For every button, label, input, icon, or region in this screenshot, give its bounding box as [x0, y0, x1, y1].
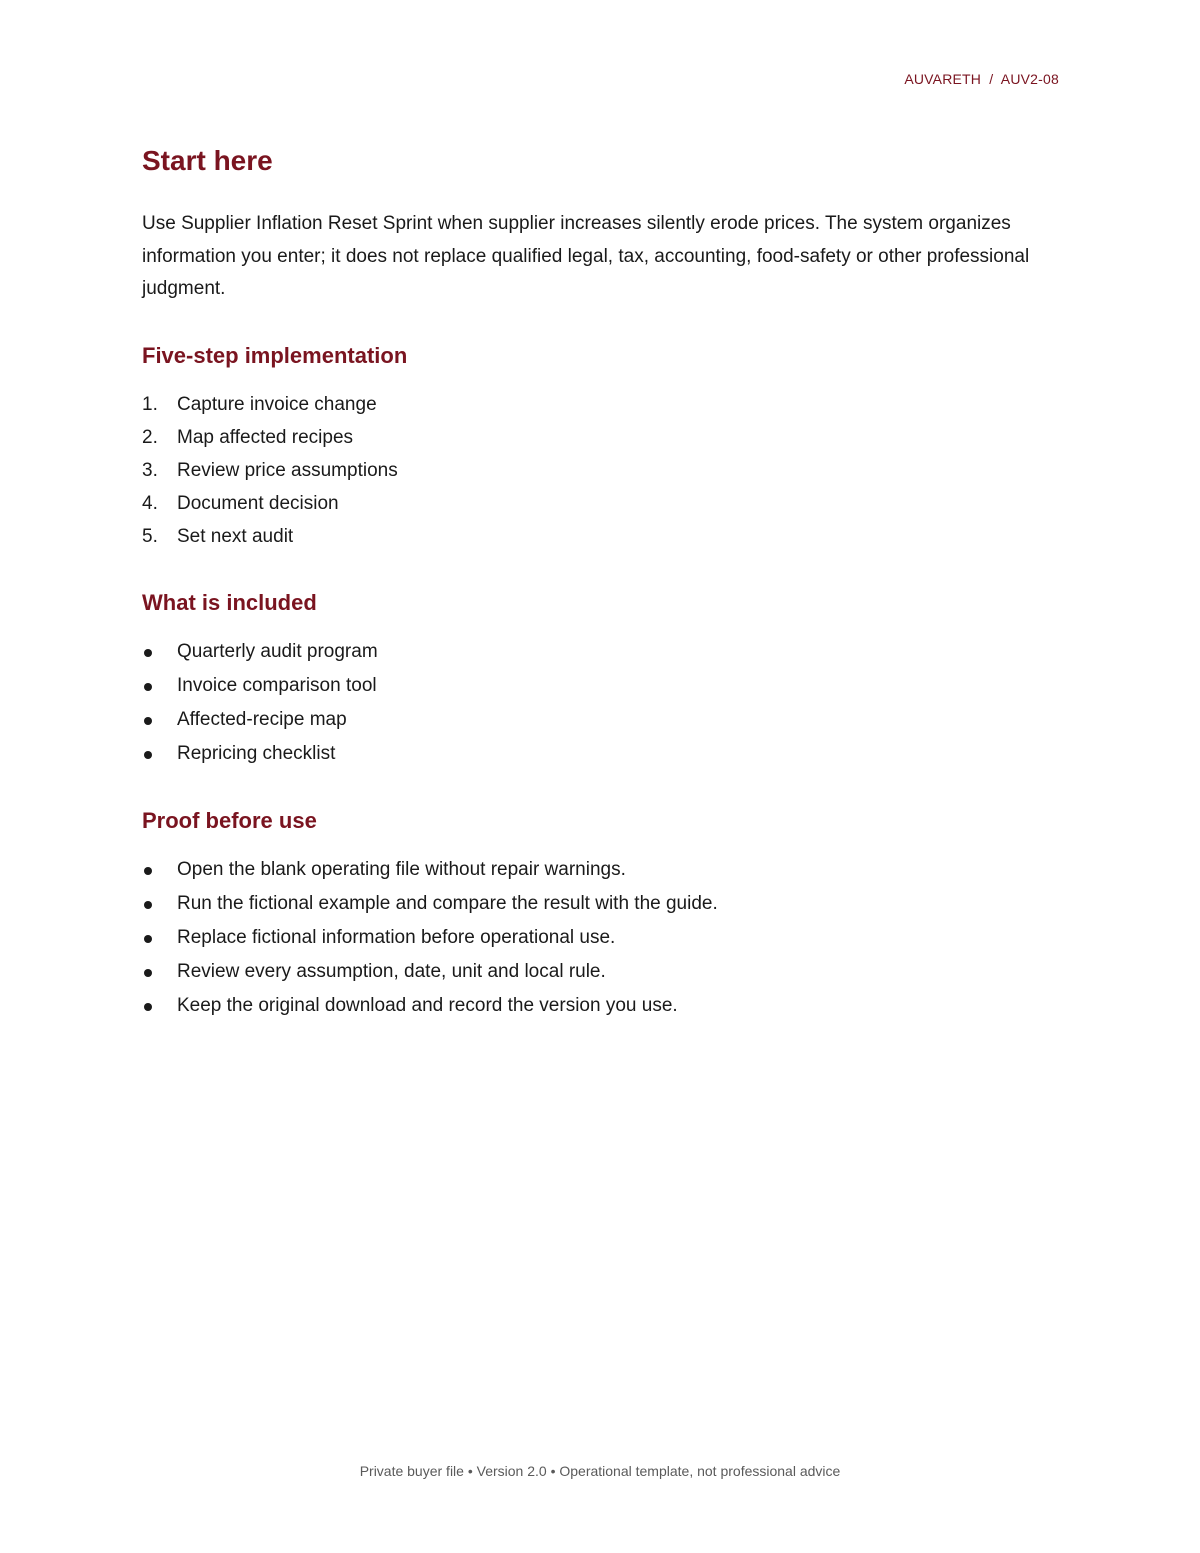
list-item-text: Keep the original download and record the version you use. — [177, 994, 678, 1016]
page-footer: Private buyer file • Version 2.0 • Operational template, not professional advice — [359, 1463, 841, 1479]
bullet-icon — [142, 955, 177, 989]
list-item — [142, 853, 1042, 887]
step-number: 2. — [142, 426, 158, 448]
list-item — [142, 635, 1042, 669]
list-item-text: Affected-recipe map — [177, 708, 347, 730]
list-item — [142, 921, 1042, 955]
bullet-icon — [142, 703, 177, 737]
bullet-icon — [142, 635, 177, 669]
step-number: 3. — [142, 459, 158, 481]
step-item — [142, 454, 1042, 487]
bullet-icon — [142, 887, 177, 921]
bullet-icon — [142, 921, 177, 955]
list-item — [142, 955, 1042, 989]
bullet-icon — [142, 853, 177, 887]
list-item-text: Open the blank operating file without repair warnings. — [177, 858, 626, 880]
proof-section — [142, 806, 1042, 1023]
list-item — [142, 737, 1042, 771]
included-heading: What is included — [142, 589, 317, 615]
steps-section — [142, 341, 1042, 553]
list-item-text: Repricing checklist — [177, 742, 336, 764]
step-number: 4. — [142, 492, 158, 514]
page-title: Start here — [142, 145, 273, 176]
step-number: 1. — [142, 393, 158, 415]
step-text: Review price assumptions — [177, 459, 398, 481]
list-item — [142, 989, 1042, 1023]
document-body — [142, 140, 1042, 1023]
list-item-text: Quarterly audit program — [177, 640, 378, 662]
bullet-icon — [142, 669, 177, 703]
included-list — [142, 635, 1042, 771]
steps-list — [142, 388, 1042, 553]
list-item-text: Review every assumption, date, unit and local rule. — [177, 960, 606, 982]
steps-heading: Five-step implementation — [142, 342, 408, 368]
intro-paragraph: Use Supplier Inflation Reset Sprint when supplier increases silently erode prices. The system organizes information you enter; it does not replace qualified legal, tax, accounting, food-safety or other professional judgment. — [142, 213, 1030, 299]
step-text: Document decision — [177, 492, 339, 514]
list-item-text: Run the fictional example and compare the result with the guide. — [177, 892, 718, 914]
list-item — [142, 887, 1042, 921]
step-item — [142, 520, 1042, 553]
step-item — [142, 487, 1042, 520]
step-text: Capture invoice change — [177, 393, 377, 415]
step-number: 5. — [142, 525, 158, 547]
step-text: Map affected recipes — [177, 426, 354, 448]
step-item — [142, 388, 1042, 421]
list-item — [142, 669, 1042, 703]
document-reference: AUVARETH / AUV2-08 — [904, 71, 1059, 87]
proof-heading: Proof before use — [142, 807, 317, 833]
list-item-text: Replace fictional information before operational use. — [177, 926, 616, 948]
step-text: Set next audit — [177, 525, 294, 547]
proof-list — [142, 853, 1042, 1023]
included-section — [142, 588, 1042, 771]
list-item — [142, 703, 1042, 737]
bullet-icon — [142, 989, 177, 1023]
bullet-icon — [142, 737, 177, 771]
list-item-text: Invoice comparison tool — [177, 674, 377, 696]
step-item — [142, 421, 1042, 454]
